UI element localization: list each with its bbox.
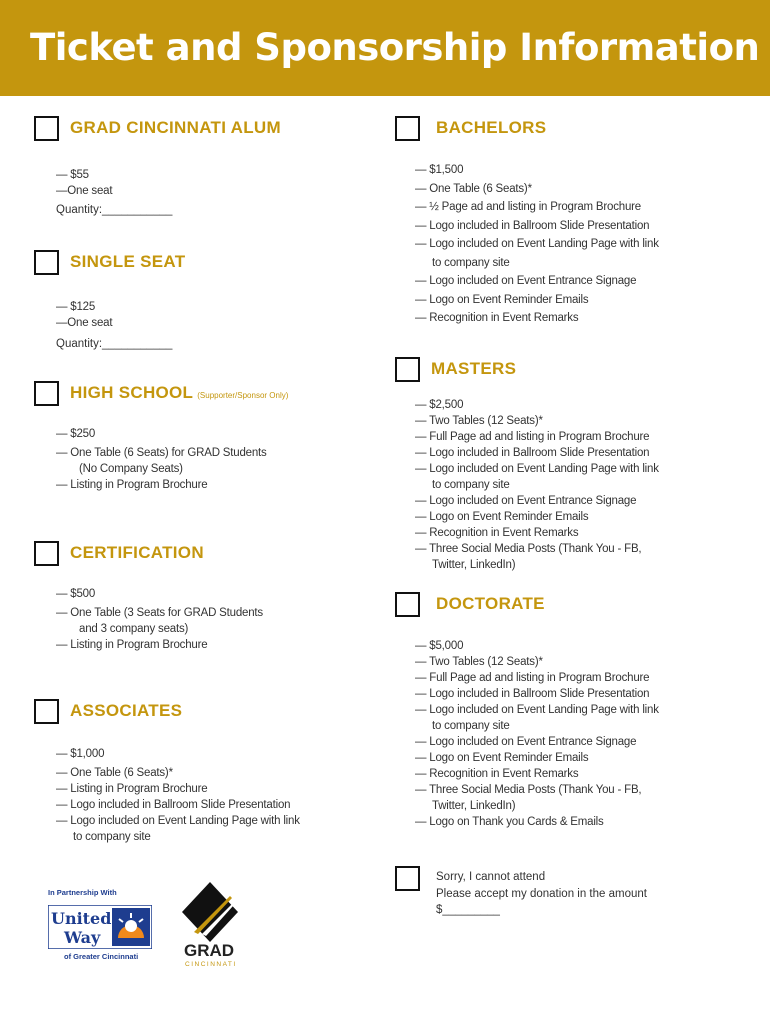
list-item: to company site [432, 479, 510, 491]
donation-line-1: Sorry, I cannot attend [436, 871, 546, 883]
list-item: — $500 [56, 588, 96, 600]
bachelors-title: BACHELORS [436, 118, 547, 137]
doctorate-title: DOCTORATE [436, 594, 545, 613]
united-way-text-1: United [51, 909, 112, 928]
list-item: — Logo included in Ballroom Slide Presentation [415, 219, 650, 232]
high-school-items [56, 426, 267, 493]
list-item: — Listing in Program Brochure [56, 478, 208, 491]
donation-checkbox[interactable] [395, 866, 420, 891]
list-item: — Full Page ad and listing in Program Brochure [415, 431, 650, 443]
list-item: — Logo included on Event Landing Page with link [56, 814, 300, 827]
list-item: — Logo included in Ballroom Slide Presentation [415, 447, 650, 459]
list-item: — Logo on Thank you Cards & Emails [415, 816, 604, 828]
associates-checkbox[interactable] [34, 699, 59, 724]
donation-line-2: Please accept my donation in the amount [436, 887, 647, 900]
masters-checkbox[interactable] [395, 357, 420, 382]
grad-cincinnati-logo [182, 882, 258, 968]
alum-items [56, 167, 112, 199]
list-item: — Two Tables (12 Seats)* [415, 415, 543, 427]
masters-items [415, 397, 659, 573]
list-item: — $5,000 [415, 640, 464, 652]
certification-checkbox[interactable] [34, 541, 59, 566]
high-school-note: (Supporter/Sponsor Only) [197, 391, 289, 400]
associates-items [56, 746, 300, 845]
partner-label: In Partnership With [48, 888, 117, 897]
list-item: — Logo included on Event Entrance Signage [415, 736, 637, 748]
list-item: — One Table (6 Seats) for GRAD Students [56, 446, 267, 459]
single-seat-title: SINGLE SEAT [70, 252, 186, 271]
grad-wordmark: GRAD [184, 941, 235, 960]
list-item: — One Table (6 Seats)* [56, 766, 173, 779]
list-item: to company site [432, 720, 510, 732]
alum-title: GRAD CINCINNATI ALUM [70, 118, 281, 137]
high-school-title [70, 383, 288, 403]
list-item: — Logo included on Event Entrance Signage [415, 275, 637, 287]
list-item: (No Company Seats) [79, 462, 183, 475]
list-item: — Logo included on Event Landing Page with link [415, 704, 659, 716]
single-seat-quantity-field[interactable]: Quantity:___________ [56, 338, 173, 350]
doctorate-items [415, 638, 659, 830]
list-item: — Listing in Program Brochure [56, 782, 208, 795]
list-item: — Logo on Event Reminder Emails [415, 511, 589, 523]
single-seat-items [56, 299, 112, 331]
header-banner [0, 0, 770, 96]
masters-title: MASTERS [431, 359, 517, 378]
list-item: — $1,000 [56, 748, 105, 760]
list-item: — Three Social Media Posts (Thank You - FB, [415, 784, 642, 796]
list-item: — Recognition in Event Remarks [415, 768, 579, 780]
associates-title: ASSOCIATES [70, 701, 183, 720]
list-item: — $2,500 [415, 399, 464, 411]
doctorate-checkbox[interactable] [395, 592, 420, 617]
united-way-logo [48, 905, 152, 949]
list-item: — $125 [56, 301, 96, 313]
high-school-title-text: HIGH SCHOOL [70, 383, 194, 402]
high-school-checkbox[interactable] [34, 381, 59, 406]
list-item: to company site [432, 256, 510, 269]
alum-checkbox[interactable] [34, 116, 59, 141]
list-item: and 3 company seats) [79, 622, 189, 635]
bachelors-items [415, 162, 659, 326]
list-item: Twitter, LinkedIn) [432, 559, 516, 571]
list-item: — Logo on Event Reminder Emails [415, 293, 589, 306]
list-item: — $250 [56, 428, 96, 440]
list-item: — Logo included on Event Entrance Signage [415, 495, 637, 507]
certification-title: CERTIFICATION [70, 543, 204, 562]
list-item: — $55 [56, 169, 89, 181]
list-item: —One seat [56, 185, 113, 197]
certification-items [56, 586, 263, 653]
list-item: — Full Page ad and listing in Program Brochure [415, 672, 650, 684]
donation-text [436, 869, 647, 919]
bachelors-checkbox[interactable] [395, 116, 420, 141]
list-item: — Logo included on Event Landing Page with link [415, 238, 659, 250]
page-title: Ticket and Sponsorship Information [30, 26, 760, 69]
single-seat-checkbox[interactable] [34, 250, 59, 275]
list-item: — ½ Page ad and listing in Program Brochure [415, 201, 641, 213]
grad-subtitle: CINCINNATI [185, 961, 237, 968]
list-item: — Logo included on Event Landing Page with link [415, 463, 659, 475]
united-way-subtitle: of Greater Cincinnati [64, 952, 139, 961]
list-item: — Two Tables (12 Seats)* [415, 656, 543, 668]
donation-amount-field[interactable]: $_________ [436, 904, 500, 916]
list-item: —One seat [56, 317, 113, 329]
list-item: — Three Social Media Posts (Thank You - FB, [415, 543, 642, 555]
list-item: — One Table (3 Seats for GRAD Students [56, 606, 263, 619]
list-item: — Recognition in Event Remarks [415, 312, 579, 324]
list-item: — Logo included in Ballroom Slide Presentation [56, 798, 291, 811]
list-item: — $1,500 [415, 164, 464, 176]
alum-quantity-field[interactable]: Quantity:___________ [56, 204, 173, 216]
list-item: to company site [73, 830, 151, 843]
list-item: Twitter, LinkedIn) [432, 800, 516, 812]
list-item: — Logo included in Ballroom Slide Presentation [415, 688, 650, 700]
list-item: — One Table (6 Seats)* [415, 182, 532, 195]
list-item: — Listing in Program Brochure [56, 638, 208, 651]
united-way-text-2: Way [64, 928, 101, 947]
list-item: — Recognition in Event Remarks [415, 527, 579, 539]
list-item: — Logo on Event Reminder Emails [415, 752, 589, 764]
